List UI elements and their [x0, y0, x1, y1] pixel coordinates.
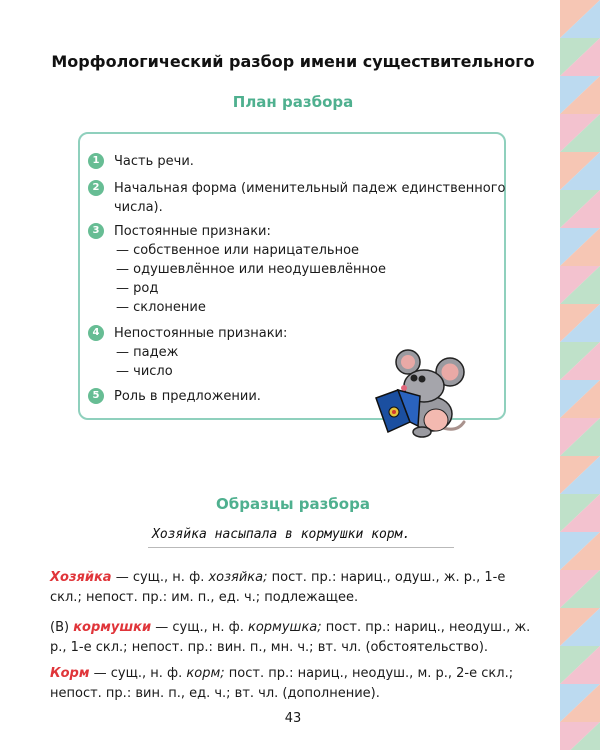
analysis-paragraph — [50, 568, 540, 608]
analysis-text: пост. пр.: нариц., одуш., ж. р., 1-е скл.; непост. пр.: им. п., ед. ч.; подлежащее. — [50, 570, 506, 605]
step-number-4: 4 — [88, 325, 104, 341]
page-number: 43 — [284, 711, 302, 726]
step-text: Постоянные признаки: — [114, 224, 271, 239]
analyzed-word: Корм — [50, 666, 90, 681]
mouse-reading-illustration — [368, 348, 472, 440]
initial-form: корм; — [186, 666, 225, 681]
analysis-text: — сущ., н. ф. — [89, 666, 187, 681]
step-text: Начальная форма (именительный падеж единственного числа). — [114, 181, 506, 215]
list-item: — склонение — [116, 300, 206, 315]
step-text: Роль в предложении. — [114, 389, 261, 404]
analysis-paragraph — [50, 664, 540, 704]
analyzed-word: кормушки — [73, 620, 152, 635]
sample-sentence: Хозяйка насыпала в кормушки корм. — [152, 527, 411, 542]
plan-heading: План разбора — [232, 93, 354, 111]
analysis-text: пост. пр.: нариц., неодуш., ж. р., 1-е скл.; непост. пр.: вин. п., мн. ч.; вт. чл. (обстоятельство). — [50, 620, 531, 655]
step-number-3: 3 — [88, 223, 104, 239]
analysis-paragraph — [50, 618, 540, 658]
analysis-text: — сущ., н. ф. — [151, 620, 248, 635]
step-number-1: 1 — [88, 153, 104, 169]
step-number-2: 2 — [88, 180, 104, 196]
samples-heading: Образцы разбора — [216, 495, 370, 513]
initial-form: кормушка; — [248, 620, 322, 635]
step-number-5: 5 — [88, 388, 104, 404]
list-item: — число — [116, 364, 173, 379]
page-title: Морфологический разбор имени существительного — [51, 52, 535, 71]
list-item: — одушевлённое или неодушевлённое — [116, 262, 386, 277]
step-text: Непостоянные признаки: — [114, 326, 288, 341]
analyzed-word: Хозяйка — [50, 570, 112, 585]
decorative-triangle-strip — [560, 0, 600, 750]
list-item: — падеж — [116, 345, 179, 360]
analysis-text: пост. пр.: нариц., неодуш., м. р., 2-е скл.; непост. пр.: вин. п., ед. ч.; вт. чл. (дополнение). — [50, 666, 514, 701]
step-text: Часть речи. — [114, 154, 194, 169]
preposition: (В) — [50, 620, 74, 635]
initial-form: хозяйка; — [208, 570, 268, 585]
list-item: — собственное или нарицательное — [116, 243, 360, 258]
analysis-text: — сущ., н. ф. — [111, 570, 209, 585]
list-item: — род — [116, 281, 159, 296]
